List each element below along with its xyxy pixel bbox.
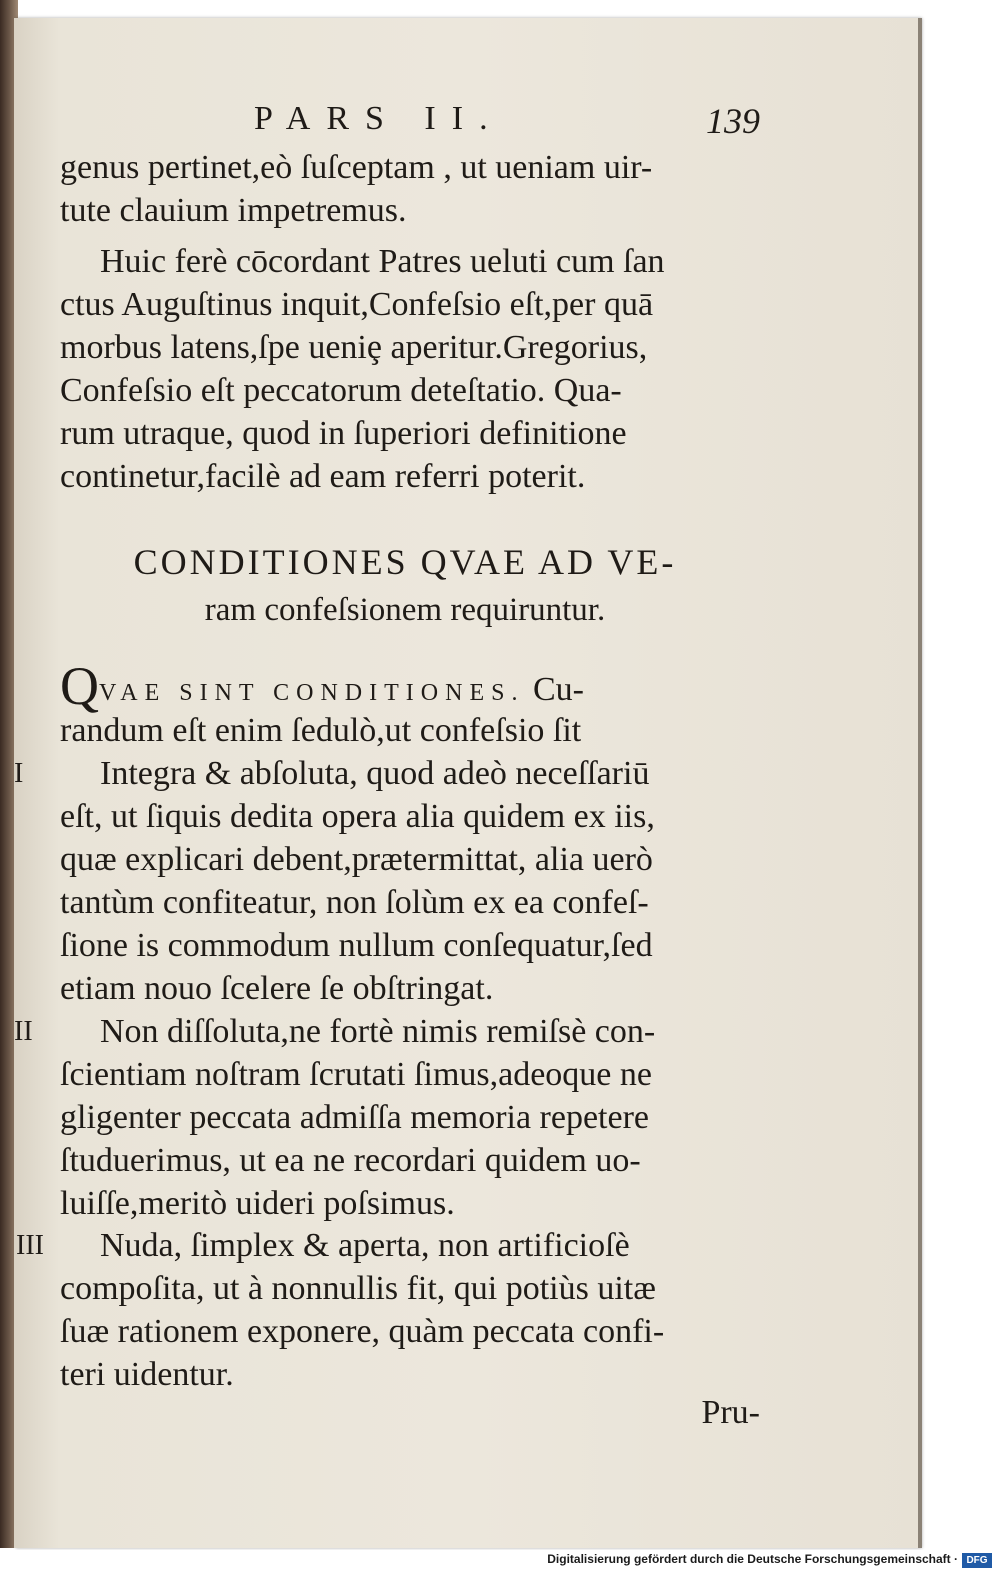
- text-line: luiſſe,meritò uideri poſsimus.: [60, 1185, 455, 1222]
- paragraph-patres: [60, 240, 750, 498]
- text-line: genus pertinet,eò ſuſceptam , ut ueniam uir-: [60, 149, 653, 186]
- small-caps-lead: VAE SINT CONDITIONES.: [99, 680, 525, 706]
- text-line: Huic ferè cōcordant Patres ueluti cum ſan: [100, 243, 665, 280]
- page-number: 139: [706, 101, 760, 141]
- text-line: Confeſsio eſt peccatorum deteſtatio. Qua-: [60, 372, 622, 409]
- running-title: PARS II.: [254, 100, 504, 137]
- page-edge: [918, 18, 922, 1548]
- book-page: [14, 18, 920, 1548]
- text-line: gligenter peccata admiſſa memoria repetere: [60, 1099, 650, 1136]
- dfg-logo: DFG: [962, 1553, 992, 1568]
- text-line: ſuæ rationem exponere, quàm peccata confi-: [60, 1313, 665, 1350]
- catchword: Pru-: [701, 1394, 760, 1431]
- text-line: quæ explicari debent,prætermittat, alia uerò: [60, 841, 653, 878]
- text-line: rum utraque, quod in ſuperiori definitione: [60, 415, 627, 452]
- drop-cap: Q: [60, 656, 99, 716]
- text-line: continetur,facilè ad eam referri poterit.: [60, 458, 586, 495]
- margin-numeral-3: III: [16, 1230, 44, 1261]
- text-line: Non diſſoluta,ne fortè nimis remiſsè con-: [100, 1013, 656, 1050]
- section-heading-line1: CONDITIONES QVAE AD VE-: [133, 542, 677, 582]
- text-line: eſt, ut ſiquis dedita opera alia quidem ex iis,: [60, 798, 655, 835]
- running-head: [60, 100, 760, 148]
- section-heading: [60, 538, 750, 634]
- text-line: ctus Auguſtinus inquit,Confeſsio eſt,per quā: [60, 286, 654, 323]
- funding-credit: Digitalisierung gefördert durch die Deutsche Forschungsgemeinschaft ·: [547, 1552, 958, 1566]
- section-heading-line2: ram confeſsionem requiruntur.: [204, 592, 606, 628]
- text-line: Nuda, ſimplex & aperta, non artificioſè: [100, 1227, 630, 1264]
- text-line: etiam nouo ſcelere ſe obſtringat.: [60, 970, 494, 1007]
- text-fragment: Cu-: [524, 671, 584, 708]
- text-line: teri uidentur.: [60, 1356, 234, 1393]
- margin-numeral-2: II: [14, 1016, 33, 1047]
- text-line: ſione is commodum nullum conſequatur,ſed: [60, 927, 653, 964]
- text-line: tantùm confiteatur, non ſolùm ex ea confeſ-: [60, 884, 649, 921]
- condition-item-2: [60, 1010, 750, 1225]
- paragraph-continuation: [60, 146, 750, 232]
- digitization-footer: [0, 1550, 1000, 1574]
- text-line: tute clauium impetremus.: [60, 192, 407, 229]
- condition-item-3: [60, 1224, 750, 1396]
- text-line: randum eſt enim ſedulò,ut confeſsio ſit: [60, 712, 582, 749]
- condition-item-1: [60, 752, 750, 1010]
- text-line: ſtuduerimus, ut ea ne recordari quidem uo-: [60, 1142, 641, 1179]
- margin-numeral-1: I: [14, 758, 24, 789]
- text-line-opening: [60, 656, 750, 716]
- paragraph-conditiones: [60, 656, 750, 752]
- text-line: ſcientiam noſtram ſcrutati ſimus,adeoque ne: [60, 1056, 652, 1093]
- text-line: compoſita, ut à nonnullis fit, qui potiùs uitæ: [60, 1270, 656, 1307]
- text-line: morbus latens,ſpe ueniȩ aperitur.Gregorius,: [60, 329, 648, 366]
- text-line: Integra & abſoluta, quod adeò neceſſariū: [100, 755, 650, 792]
